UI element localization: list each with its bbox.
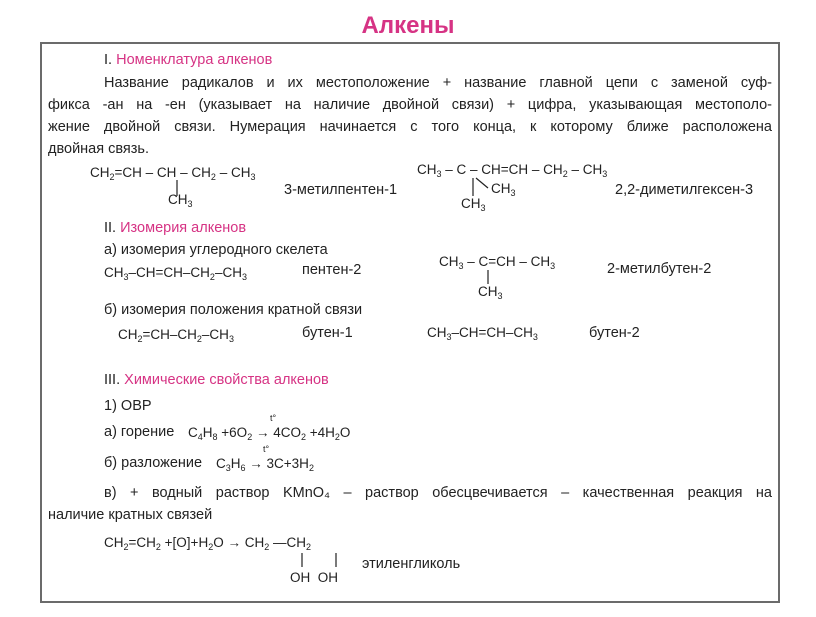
combustion-condition: t° <box>270 413 277 423</box>
name-2-methylbutene-2: 2-метилбутен-2 <box>607 261 712 277</box>
name-3-methylpentene-1: 3-метилпентен-1 <box>284 182 398 198</box>
name-pentene-2: пентен-2 <box>302 262 362 278</box>
hydroxyl-bonds <box>280 551 360 571</box>
formula-2-methylbutene-2: $CH_3 - C=CH - CH_3$ <box>439 254 556 271</box>
redox-label: 1) ОВР <box>104 398 152 414</box>
formula-dimethylhexene: $CH_3 - C - CH=CH - CH_2 - CH_3$ <box>417 162 608 179</box>
hydroxyl-groups: OH OH <box>290 570 339 585</box>
formula-branch-ch3-1: $CH_3$ <box>168 192 193 209</box>
decomposition-condition: t° <box>263 444 270 454</box>
kmno4-line-1: в) + водный раствор KMnO₄ – раствор обесцвечивается – качественная реакция на <box>104 485 772 501</box>
name-butene-1: бутен-1 <box>302 325 353 341</box>
section-2-number: II. <box>104 220 117 236</box>
formula-branch-ch3-2b: $CH_3$ <box>461 196 486 213</box>
oxidation-equation: $CH_2=CH_2 +[O]+H_2O \to CH_2$ $—CH_2$ <box>104 535 312 552</box>
section-1-title: Номенклатура алкенов <box>116 52 273 68</box>
section-3-heading <box>104 372 329 388</box>
isomer-position-label: б) изомерия положения кратной связи <box>104 302 363 318</box>
section-3-title: Химические свойства алкенов <box>124 372 329 388</box>
isomer-skeleton-label: а) изомерия углеродного скелета <box>104 242 328 258</box>
kmno4-line-2: наличие кратных связей <box>48 507 213 523</box>
section-3-number: III. <box>104 372 121 388</box>
name-ethylene-glycol: этиленгликоль <box>362 556 461 572</box>
formula-butene-2: $CH_3-CH=CH-CH_3$ <box>427 325 538 342</box>
formula-branch-ch3-2a: $CH_3$ <box>491 181 516 198</box>
formula-3-methylpentene-1: $CH_2=CH$ – CH – $CH_2 - CH_3$ <box>90 165 256 182</box>
page-title: Алкены <box>361 12 455 39</box>
section-2-heading <box>104 220 246 236</box>
name-butene-2: бутен-2 <box>589 325 640 341</box>
decomposition-equation: $C_3H_6 \to 3C+3H_2$ <box>216 456 314 473</box>
decomposition-label: б) разложение <box>104 455 203 471</box>
formula-pentene-2: $CH_3-CH=CH-CH_2-CH_3$ <box>104 265 247 282</box>
nomenclature-line-1: Название радикалов и их местоположение + название главной цепи с заменой суф- <box>104 75 772 91</box>
section-1-heading <box>104 52 272 68</box>
formula-branch-ch3-3: $CH_3$ <box>478 284 503 301</box>
nomenclature-line-3: жение двойной связи. Нумерация начинается с того конца, к которому ближе расположена <box>48 119 772 135</box>
nomenclature-line-2: фикса -ан на -ен (указывает на наличие двойной связи) + цифра, указывающая местополо- <box>48 97 772 113</box>
combustion-equation: $C_4H_8 +6O_2 \to 4CO_2 +4H_2O$ <box>188 425 351 442</box>
nomenclature-line-4: двойная связь. <box>48 141 149 157</box>
formula-butene-1: $CH_2=CH-CH_2-CH_3$ <box>118 327 234 344</box>
section-2-title: Изомерия алкенов <box>120 220 247 236</box>
combustion-label: а) горение <box>104 424 175 440</box>
section-1-number: I. <box>104 52 113 68</box>
name-dimethylhexene: 2,2-диметилгексен-3 <box>615 182 754 198</box>
